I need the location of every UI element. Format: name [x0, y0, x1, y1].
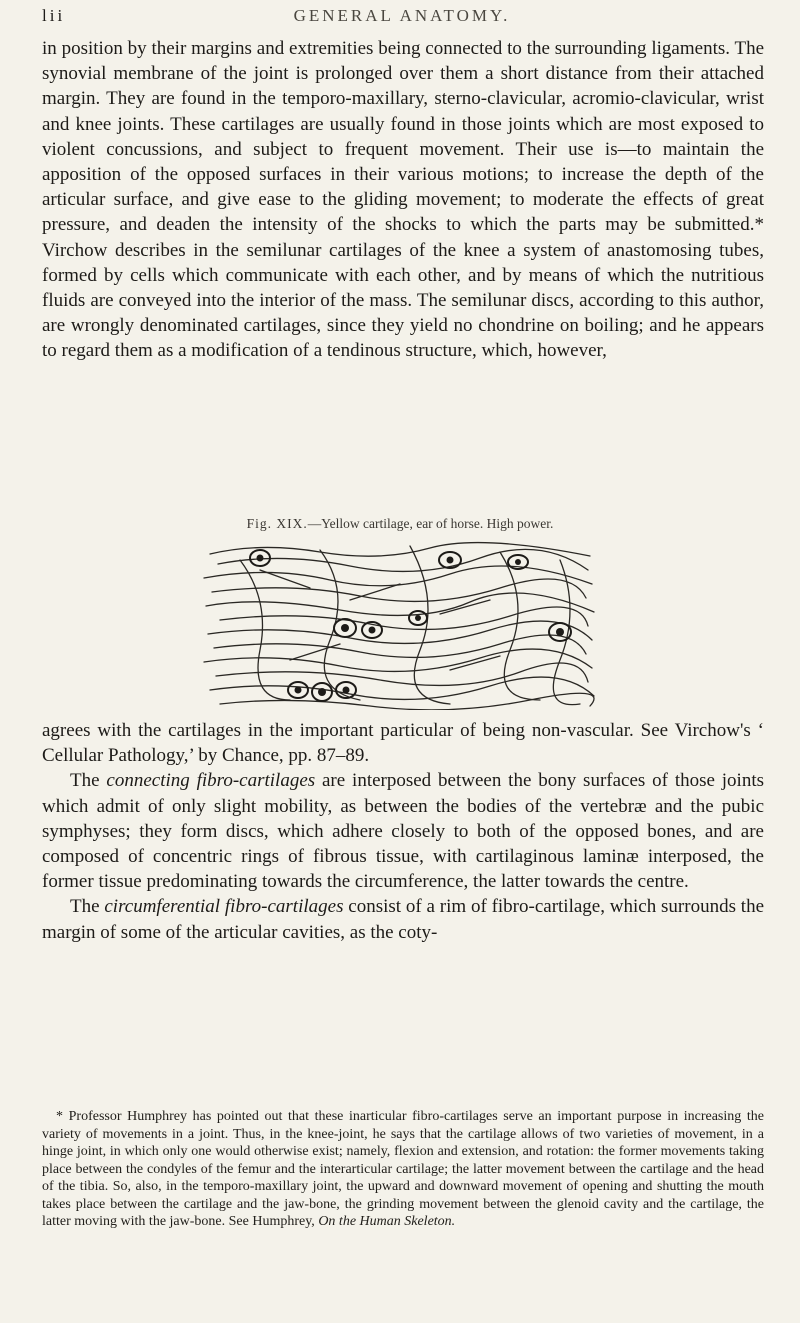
text-after-figure	[42, 718, 764, 945]
footnote	[42, 1108, 764, 1231]
paragraph-4-rest: consist of a rim of fibro-cartilage, which surrounds the margin of some of the articular cavities, as the coty-	[42, 896, 765, 943]
paragraph-3-prefix: The	[70, 770, 107, 792]
figure-yellow-cartilage-illustration	[200, 540, 596, 710]
running-head	[42, 6, 762, 28]
paragraph-2: agrees with the cartilages in the important particular of being non-vascular. See Virchow's ‘ Cellular Pathology,’ by Chance, pp. 87–89.	[42, 720, 764, 767]
figure-caption	[0, 516, 800, 532]
paragraph-4-prefix: The	[70, 896, 105, 918]
paragraph-1-block	[42, 36, 764, 364]
paragraph-1: in position by their margins and extremities being connected to the surrounding ligaments. The synovial membrane of the joint is prolonged over them a short distance from their attached margin. They are found in the temporo-maxillary, sterno-clavicular, acromio-clavicular, wrist and knee joints. These cartilages are usually found in those joints which are most exposed to violent concussions, and subject to frequent movement. Their use is—to maintain the apposition of the opposed surfaces in their various motions; to increase the depth of the articular surface, and give ease to the gliding movement; to moderate the effects of great pressure, and deaden the intensity of the shocks to which the parts may be submitted.* Virchow describes in the semilunar cartilages of the knee a system of anastomosing tubes, formed by cells which communicate with each other, and by means of which the nutritious fluids are conveyed into the interior of the mass. The semilunar discs, according to this author, are wrongly denominated cartilages, since they yield no chondrine on boiling; and he appears to regard them as a modification of a tendinous structure, which, however,	[42, 38, 764, 362]
footnote-text: * Professor Humphrey has pointed out that these inarticular fibro-cartilages serve an important purpose in increasing the variety of movements in a joint. Thus, in the knee-joint, he says that the cartilage allows of two varieties of movement, in a hinge joint, in which only one would otherwise exist; namely, flexion and extension, and rotation: the former movements taking place between the condyles of the femur and the interarticular cartilage; the latter movement between the cartilage and the head of the tibia. So, also, in the temporo-maxillary joint, the upward and downward movement of opening and shutting the mouth takes place between the cartilage and the jaw-bone, the grinding movement between the glenoid cavity and the cartilage, the latter moving with the jaw-bone. See Humphrey,	[42, 1109, 764, 1229]
cell-nuclei	[257, 555, 565, 697]
paragraph-4	[42, 894, 764, 944]
figure-label: Fig. XIX.	[246, 516, 308, 531]
term-connecting-fibro-cartilages: connecting fibro-cartilages	[106, 770, 316, 792]
paragraph-3-rest: are interposed between the bony surfaces of those joints which admit of only slight mobility, as between the bodies of the vertebræ and the pubic symphyses; they form discs, which adhere closely to both of the opposed bones, and are composed of concentric rings of fibrous tissue, with cartilaginous laminæ interposed, the former tissue predominating towards the circumference, the latter towards the centre.	[42, 770, 764, 893]
fibre-network	[204, 543, 594, 710]
term-circumferential-fibro-cartilages: circumferential fibro-cartilages	[104, 896, 344, 918]
figure-caption-text: —Yellow cartilage, ear of horse. High power.	[307, 516, 554, 531]
footnote-citation: On the Human Skeleton.	[318, 1214, 456, 1229]
footnote-paragraph	[42, 1108, 764, 1231]
paragraph-3	[42, 768, 764, 894]
page-number: lii	[42, 6, 66, 25]
running-title: GENERAL ANATOMY.	[293, 6, 511, 25]
